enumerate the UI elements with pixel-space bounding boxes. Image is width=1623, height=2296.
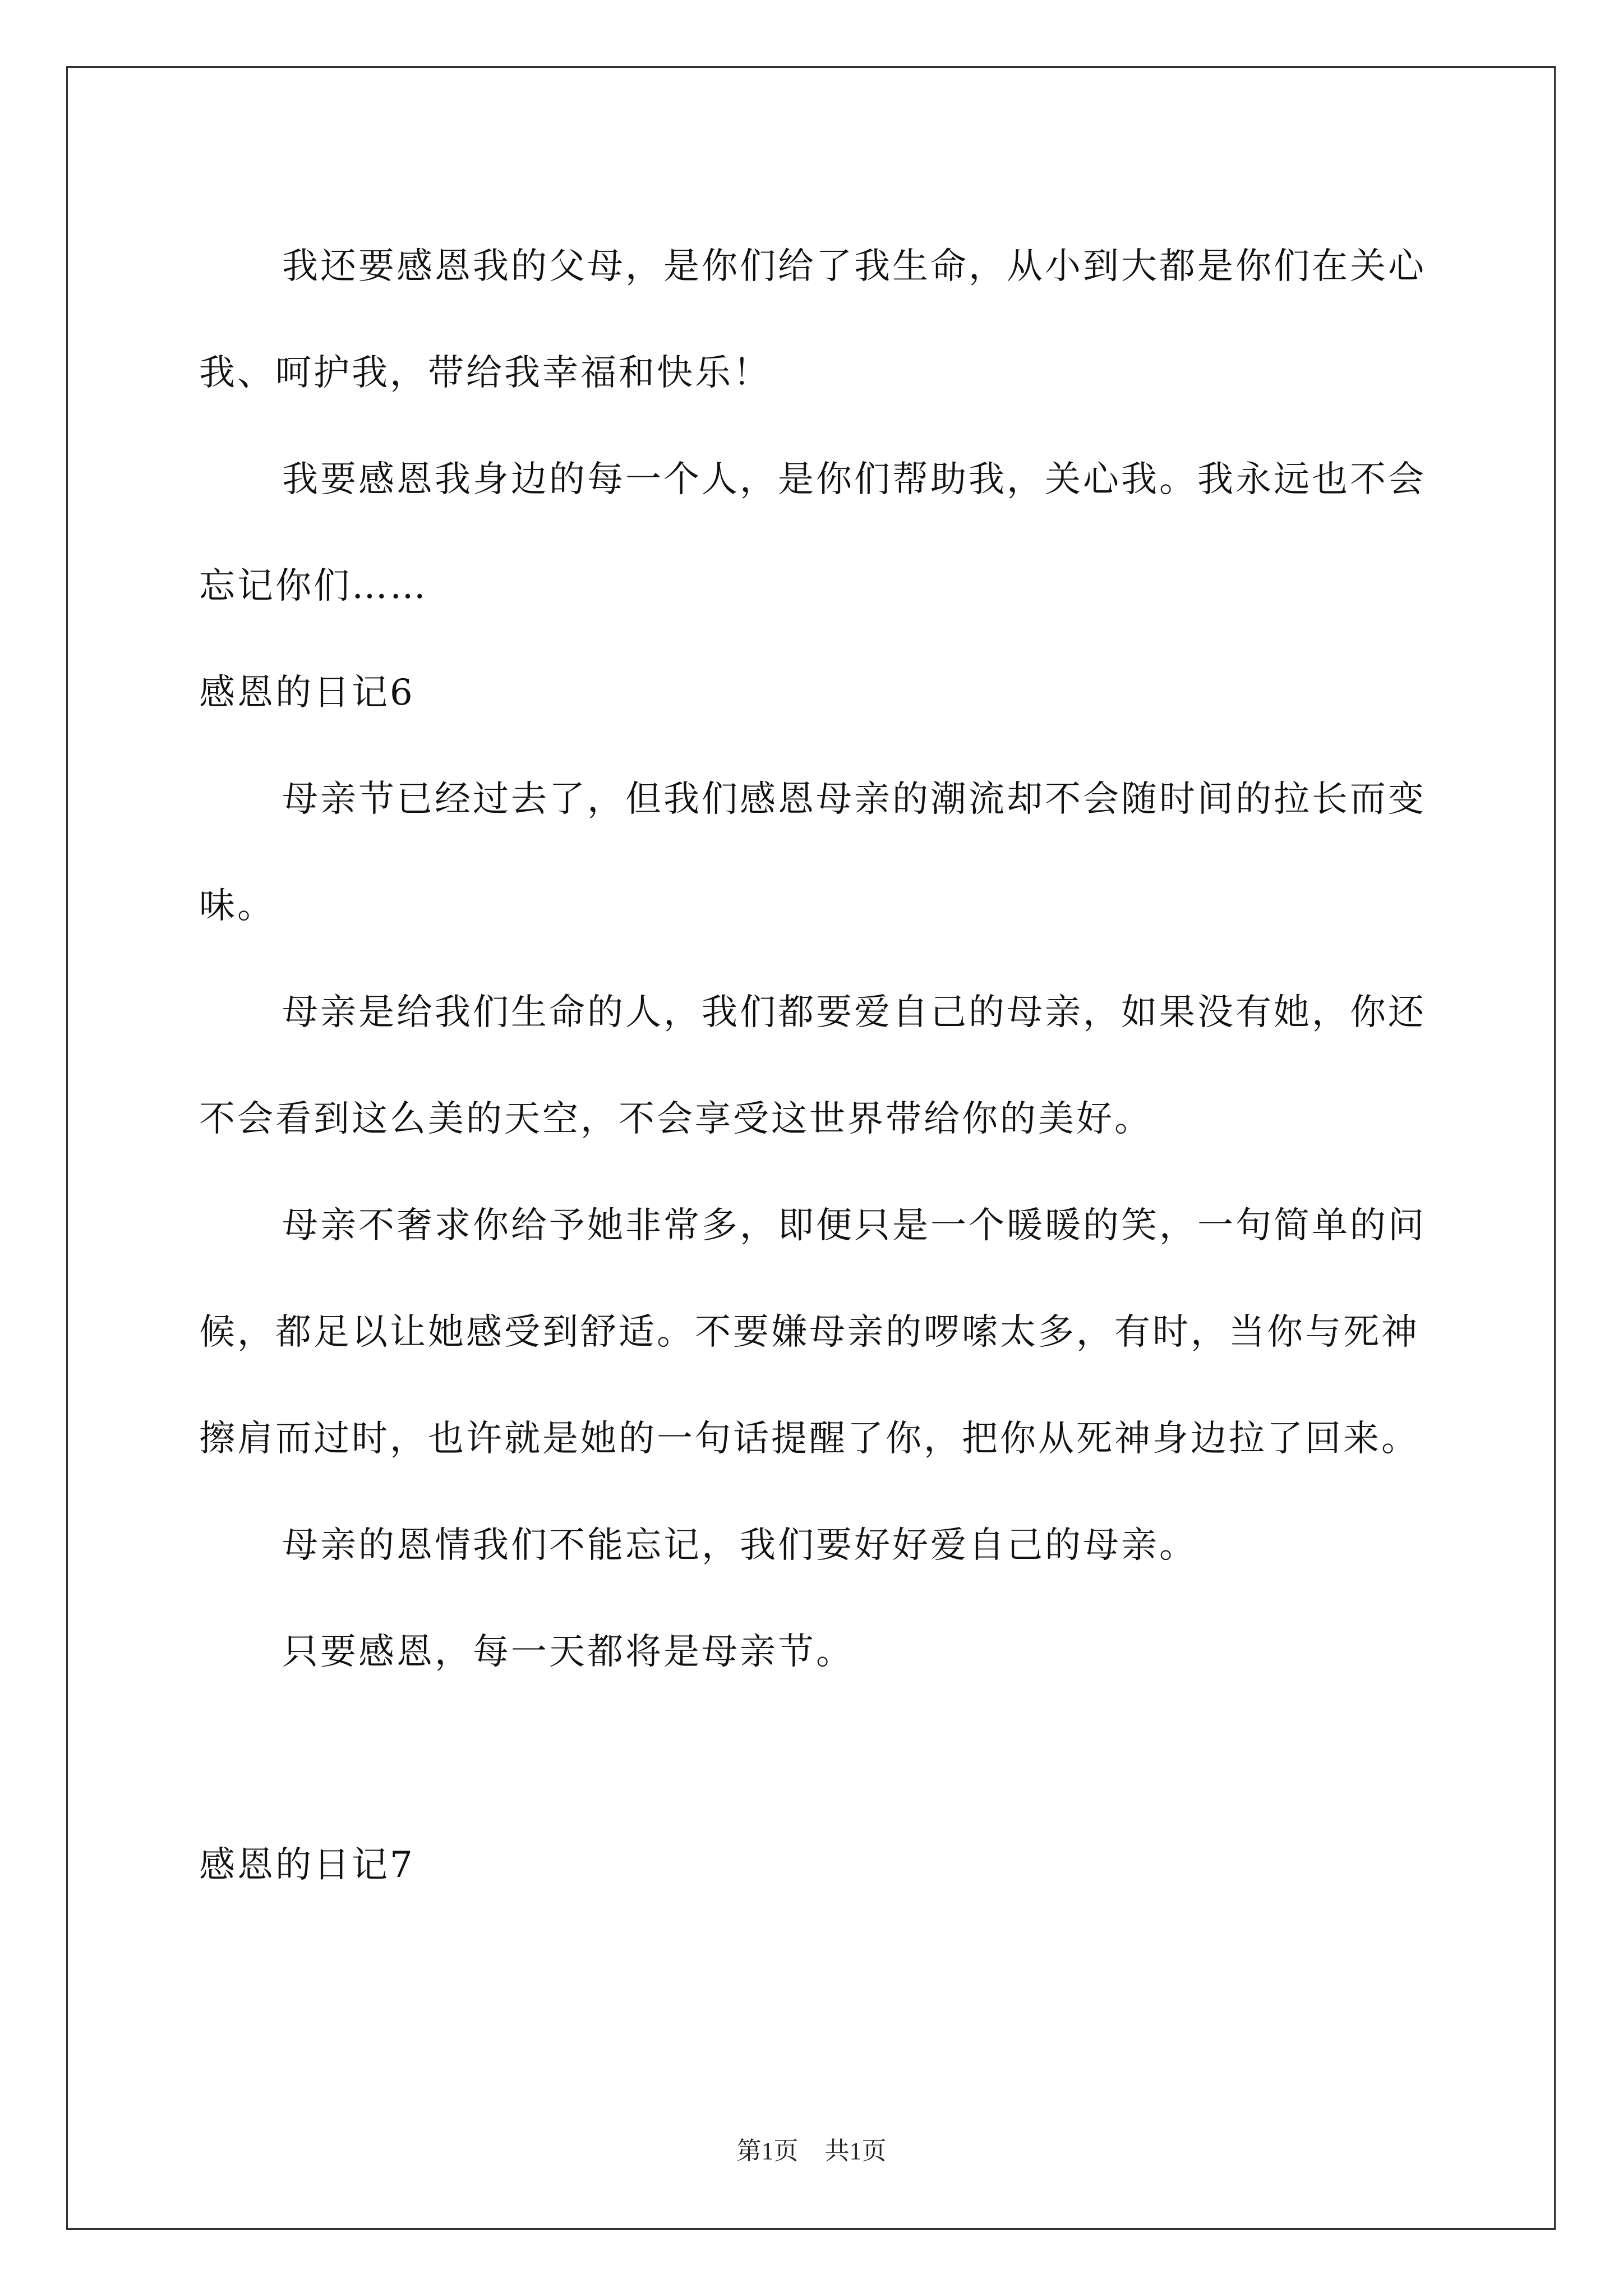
- section-heading: 感恩的日记7: [199, 1844, 415, 1886]
- paragraph: 母亲不奢求你给予她非常多，即便只是一个暖暖的笑，一句简单的问候，都足以让她感受到舒适。不要嫌母亲的啰嗦太多，有时，当你与死神擦肩而过时，也许就是她的一句话提醒了你，把你从死神身边拉了回来。: [199, 1205, 1426, 1460]
- paragraph: 只要感恩，每一天都将是母亲节。: [282, 1631, 854, 1673]
- paragraph: 我还要感恩我的父母，是你们给了我生命，从小到大都是你们在关心我、呵护我，带给我幸福和快乐！: [199, 246, 1426, 394]
- blank-line: [199, 1705, 1433, 1812]
- page-total: 共1页: [824, 2137, 887, 2165]
- page-number: 第1页: [736, 2137, 799, 2165]
- section-heading: 感恩的日记6: [199, 672, 415, 714]
- paragraph: 母亲节已经过去了，但我们感恩母亲的潮流却不会随时间的拉长而变味。: [199, 779, 1426, 927]
- document-body: [199, 213, 1433, 1918]
- paragraph: 母亲的恩情我们不能忘记，我们要好好爱自己的母亲。: [282, 1525, 1197, 1566]
- page-footer: [0, 2131, 1623, 2166]
- paragraph: 我要感恩我身边的每一个人，是你们帮助我，关心我。我永远也不会忘记你们……: [199, 459, 1426, 607]
- paragraph: 母亲是给我们生命的人，我们都要爱自己的母亲，如果没有她，你还不会看到这么美的天空，不会享受这世界带给你的美好。: [199, 992, 1426, 1140]
